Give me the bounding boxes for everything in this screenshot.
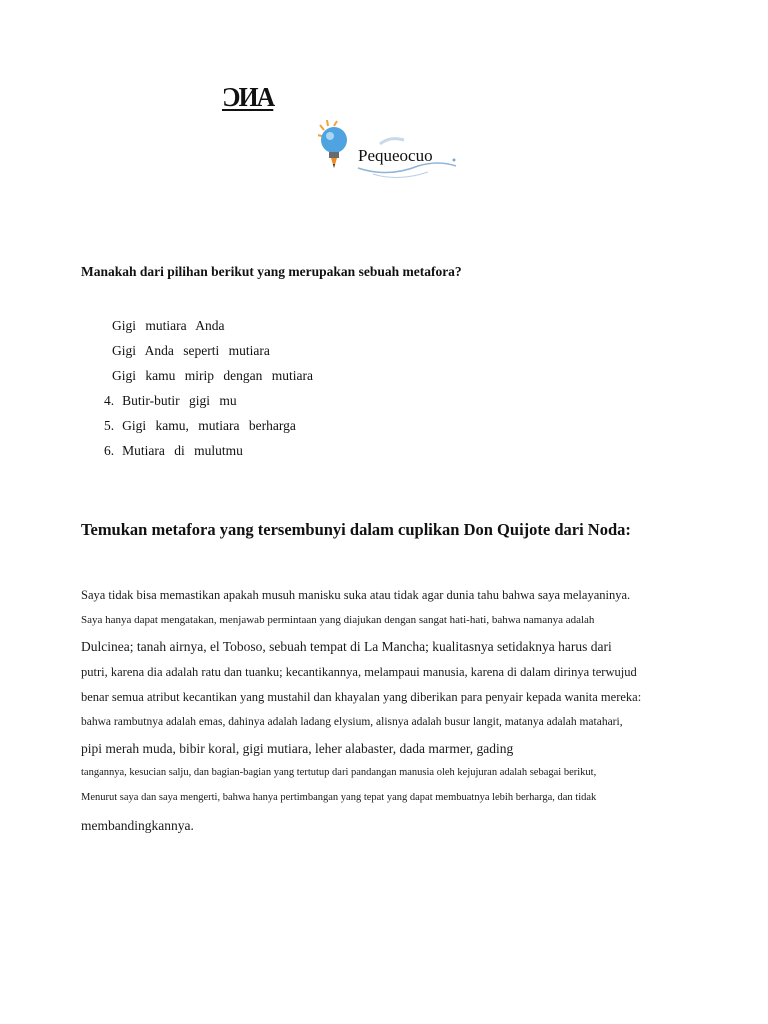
option-item (104, 368, 313, 393)
passage-line: tangannya, kesucian salju, dan bagian-bagian yang tertutup dari pandangan manusia oleh kejujuran adalah sebagai berikut, (81, 766, 597, 778)
passage-line: Saya hanya dapat mengatakan, menjawab permintaan yang diajukan dengan sangat hati-hati, bahwa namanya adalah (81, 613, 595, 626)
passage-line: Menurut saya dan saya mengerti, bahwa hanya pertimbangan yang tepat yang dapat membuatnya lebih berharga, dan tidak (81, 792, 597, 803)
option-text: Mutiara di mulutmu (122, 443, 243, 458)
option-text: Gigi kamu, mutiara berharga (122, 418, 296, 433)
logo-text: Pequeocuo (358, 146, 433, 165)
option-item (104, 343, 313, 368)
option-text: Gigi mutiara Anda (112, 318, 225, 333)
logo (318, 116, 460, 182)
passage-line: putri, karena dia adalah ratu dan tuanku; kecantikannya, melampaui manusia, karena di dalam dirinya terwujud (81, 664, 637, 679)
section-heading: Temukan metafora yang tersembunyi dalam cuplikan Don Quijote dari Noda: (81, 520, 631, 539)
option-number: 5. (104, 418, 115, 433)
passage-line: Dulcinea; tanah airnya, el Toboso, sebuah tempat di La Mancha; kualitasnya setidaknya harus dari (81, 639, 612, 654)
passage-line: bahwa rambutnya adalah emas, dahinya adalah ladang elysium, alisnya adalah busur langit, matanya adalah matahari, (81, 715, 623, 728)
option-item (104, 443, 313, 468)
option-item (104, 393, 313, 418)
question-text: Manakah dari pilihan berikut yang merupakan sebuah metafora? (81, 264, 462, 279)
option-item (104, 318, 313, 343)
passage-line: membandingkannya. (81, 817, 194, 833)
passage (81, 588, 641, 843)
option-number: 4. (104, 393, 115, 408)
answer-options (104, 318, 313, 468)
passage-line: pipi merah muda, bibir koral, gigi mutiara, leher alabaster, dada marmer, gading (81, 741, 514, 756)
page-title: ƆИA (222, 82, 274, 112)
option-text: Gigi kamu mirip dengan mutiara (112, 368, 313, 383)
option-text: Butir-butir gigi mu (122, 393, 237, 408)
option-text: Gigi Anda seperti mutiara (112, 343, 270, 358)
option-item (104, 418, 313, 443)
option-number: 6. (104, 443, 115, 458)
passage-line: benar semua atribut kecantikan yang mustahil dan khayalan yang diberikan para penyair kepada wanita mereka: (81, 690, 642, 704)
passage-line: Saya tidak bisa memastikan apakah musuh manisku suka atau tidak agar dunia tahu bahwa saya melayaninya. (81, 588, 631, 602)
